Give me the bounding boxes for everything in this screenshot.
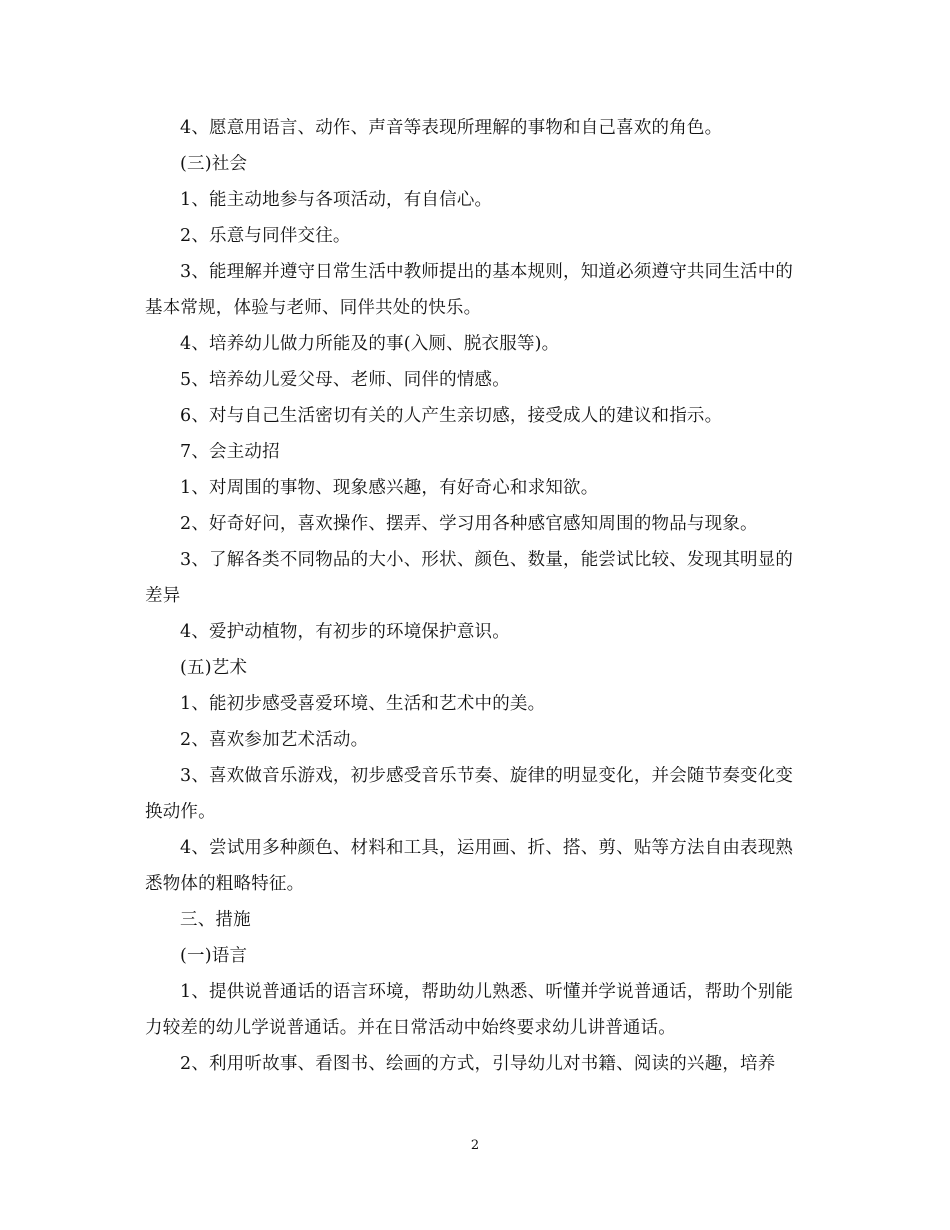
paragraph: 2、好奇好问，喜欢操作、摆弄、学习用各种感官感知周围的物品与现象。 xyxy=(180,514,758,534)
paragraph: 2、乐意与同伴交往。 xyxy=(180,226,351,246)
section-heading: 三、措施 xyxy=(180,910,251,930)
paragraph: 2、喜欢参加艺术活动。 xyxy=(180,730,369,750)
paragraph: 4、爱护动植物，有初步的环境保护意识。 xyxy=(180,622,510,642)
paragraph: 4、愿意用语言、动作、声音等表现所理解的事物和自己喜欢的角色。 xyxy=(180,118,723,138)
paragraph: 4、培养幼儿做力所能及的事(入厕、脱衣服等)。 xyxy=(180,334,560,354)
document-body xyxy=(145,110,809,1082)
paragraph: 1、能主动地参与各项活动，有自信心。 xyxy=(180,190,493,210)
paragraph: 6、对与自己生活密切有关的人产生亲切感，接受成人的建议和指示。 xyxy=(180,406,723,426)
paragraph: 4、尝试用多种颜色、材料和工具，运用画、折、搭、剪、贴等方法自由表现熟悉物体的粗略特征。 xyxy=(145,838,794,894)
paragraph: 1、对周围的事物、现象感兴趣，有好奇心和求知欲。 xyxy=(180,478,599,498)
paragraph: 1、能初步感受喜爱环境、生活和艺术中的美。 xyxy=(180,694,546,714)
paragraph: 3、了解各类不同物品的大小、形状、颜色、数量，能尝试比较、发现其明显的差异 xyxy=(145,550,794,606)
paragraph: 1、提供说普通话的语言环境，帮助幼儿熟悉、听懂并学说普通话，帮助个别能力较差的幼儿学说普通话。并在日常活动中始终要求幼儿讲普通话。 xyxy=(145,982,794,1038)
paragraph: 7、会主动招 xyxy=(180,442,280,462)
section-heading: (五)艺术 xyxy=(180,658,248,678)
page-number: 2 xyxy=(470,1138,480,1153)
paragraph: 5、培养幼儿爱父母、老师、同伴的情感。 xyxy=(180,370,510,390)
paragraph: 3、喜欢做音乐游戏，初步感受音乐节奏、旋律的明显变化，并会随节奏变化变换动作。 xyxy=(145,766,794,822)
paragraph: 2、利用听故事、看图书、绘画的方式，引导幼儿对书籍、阅读的兴趣，培养 xyxy=(180,1054,776,1074)
paragraph: 3、能理解并遵守日常生活中教师提出的基本规则，知道必须遵守共同生活中的基本常规，体验与老师、同伴共处的快乐。 xyxy=(145,262,794,318)
section-heading: (三)社会 xyxy=(180,154,248,174)
section-heading: (一)语言 xyxy=(180,946,248,966)
